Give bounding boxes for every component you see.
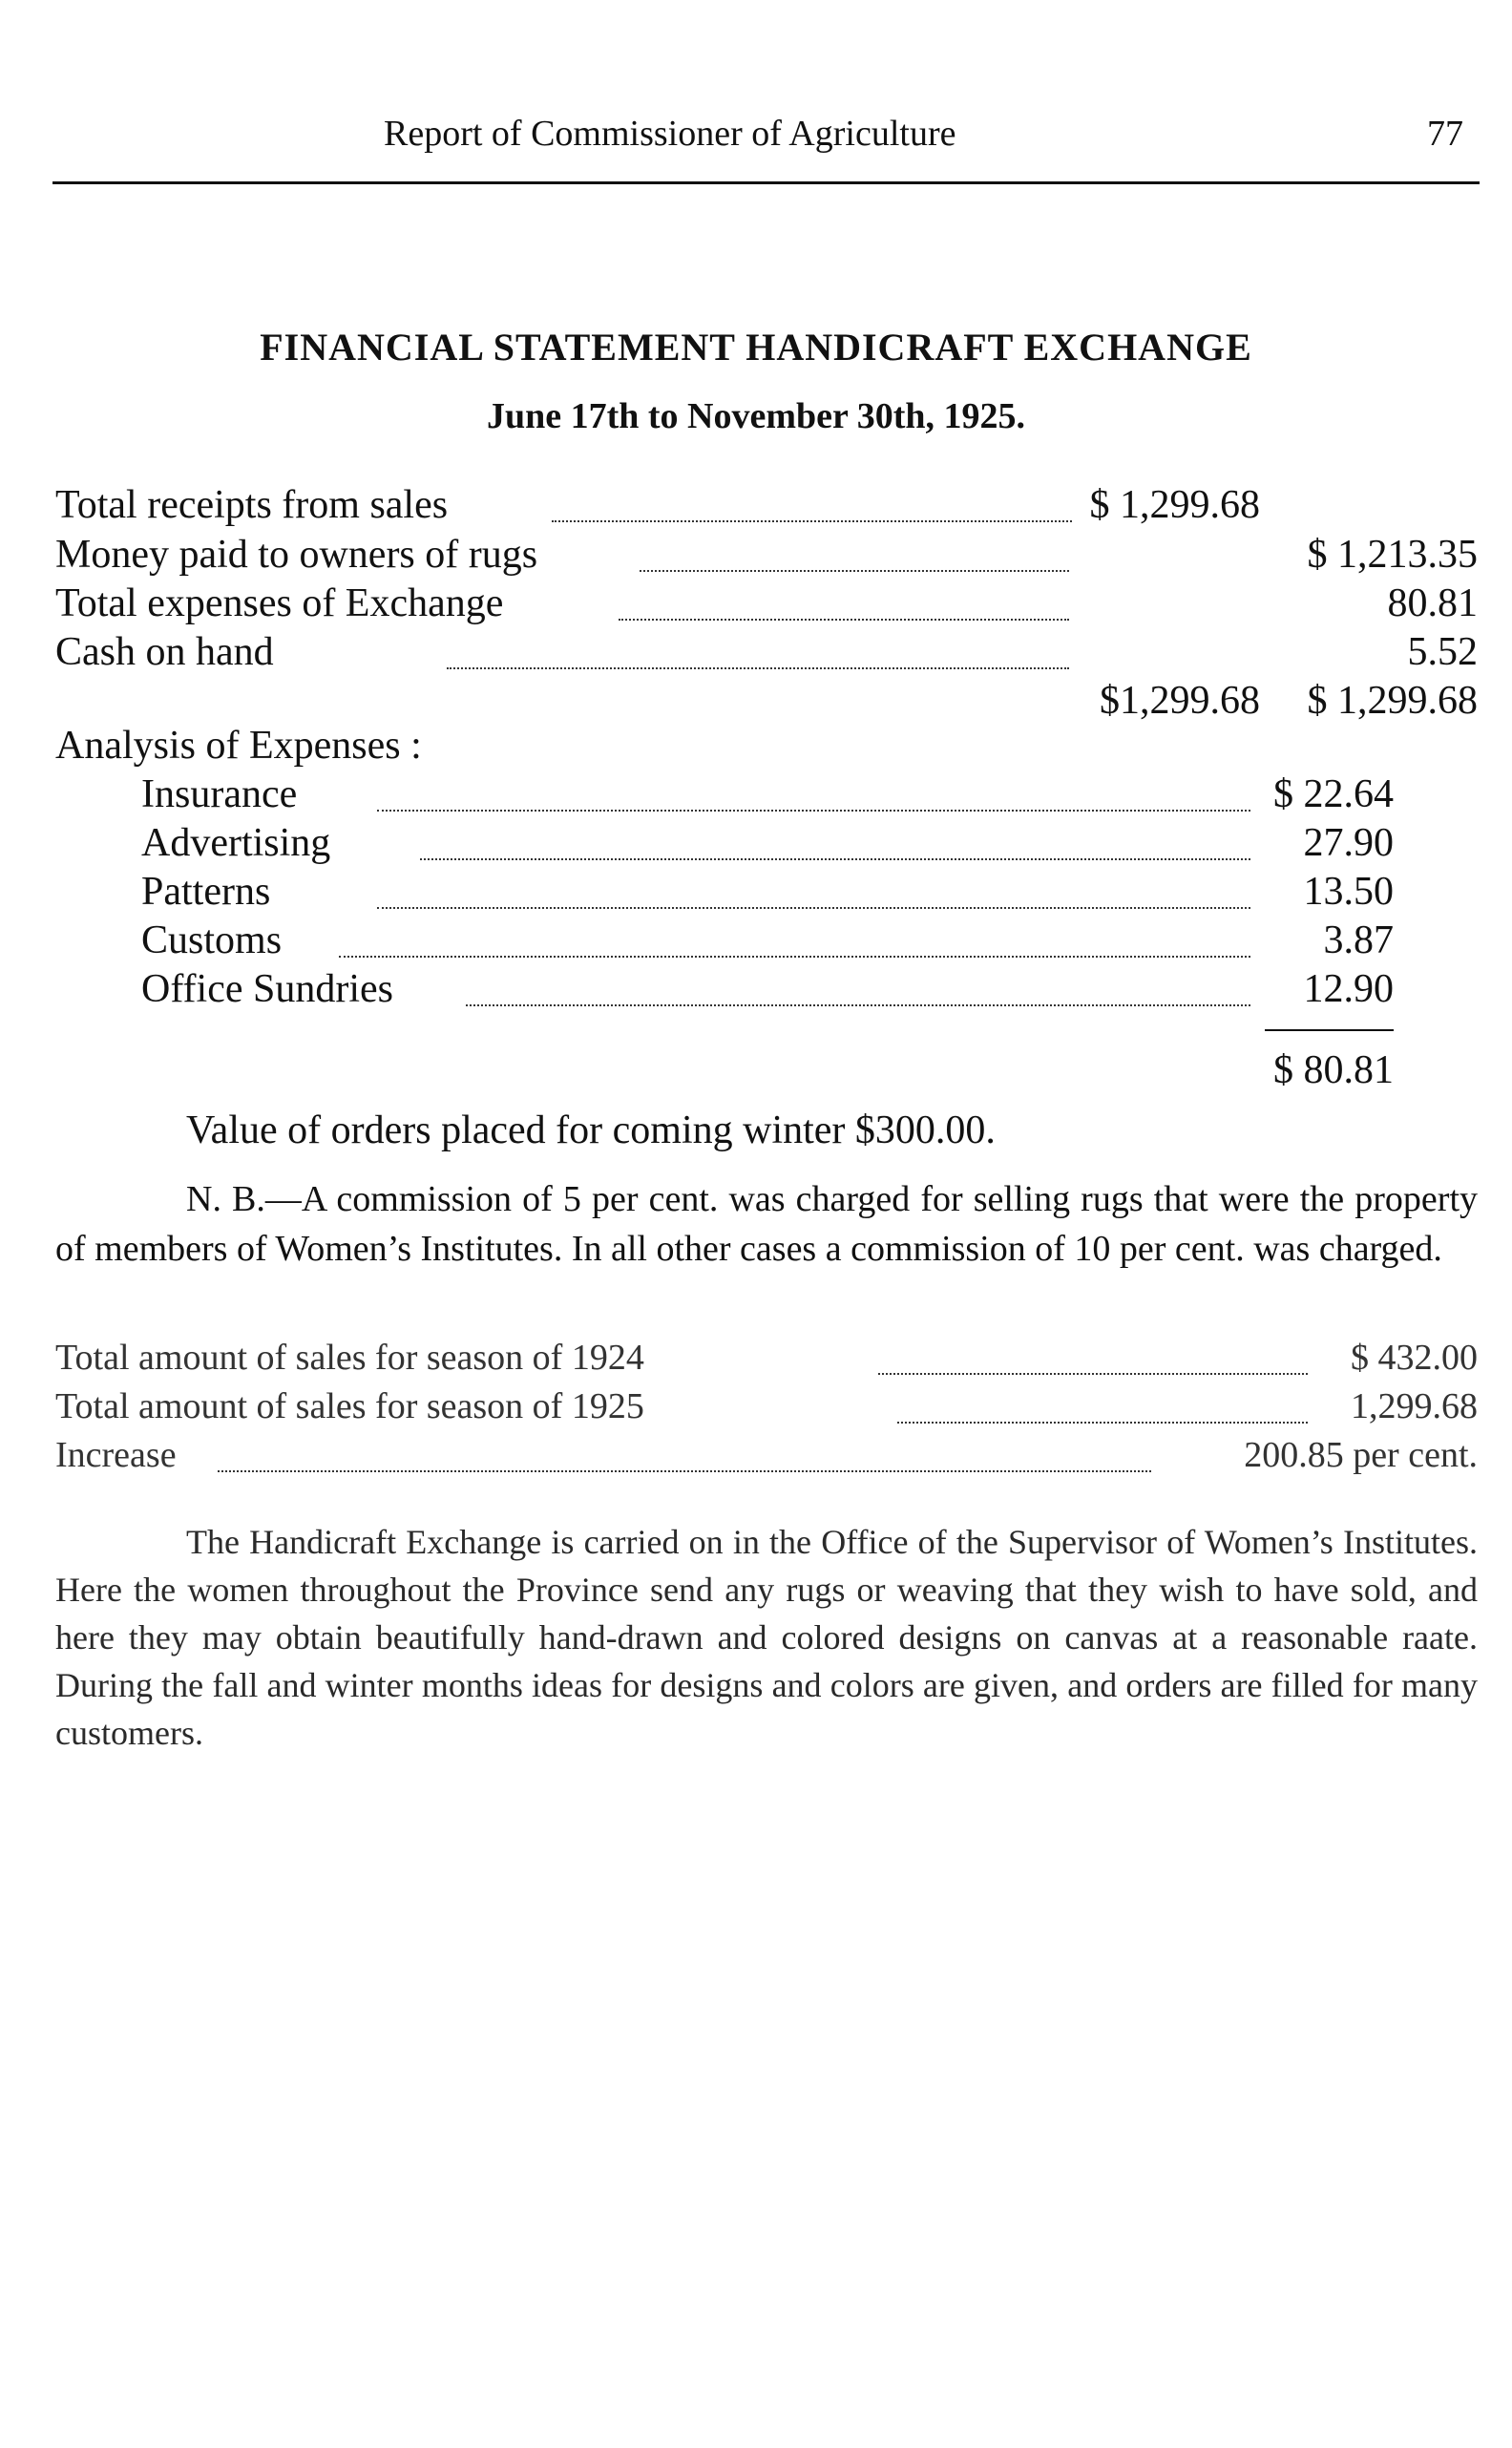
sales-value: 200.85 per cent. — [1244, 1435, 1478, 1475]
analysis-heading: Analysis of Expenses : — [55, 724, 422, 768]
page-number: 77 — [1427, 114, 1463, 154]
statement-left-value: $ 1,299.68 — [1089, 483, 1260, 527]
statement-right-value: 80.81 — [1387, 581, 1478, 625]
expense-value: 13.50 — [1303, 870, 1394, 914]
sales-value: 1,299.68 — [1351, 1386, 1478, 1426]
sum-rule — [1265, 1029, 1394, 1031]
expense-total: $ 80.81 — [1273, 1048, 1394, 1092]
statement-label: Cash on hand — [55, 630, 274, 674]
orders-note: Value of orders placed for coming winter $300.00. — [186, 1108, 996, 1152]
dot-leader — [552, 520, 1072, 522]
statement-label: Money paid to owners of rugs — [55, 533, 538, 577]
dot-leader — [447, 667, 1069, 669]
running-title: Report of Commissioner of Agriculture — [384, 114, 956, 154]
dot-leader — [377, 810, 1250, 812]
expense-label: Insurance — [141, 772, 298, 816]
closing-paragraph: The Handicraft Exchange is carried on in the Office of the Supervisor of Women’s Institutes. Here the women throughout the Province send any rugs or weaving that they wish to have sold, and here they may obtain beautifully hand-drawn and colored designs on canvas at a reasonable raate. During the fall and winter months ideas for designs and colors are given, and orders are filled for many customers. — [55, 1523, 1478, 1752]
statement-total-left: $1,299.68 — [1100, 679, 1260, 723]
page-title: FINANCIAL STATEMENT HANDICRAFT EXCHANGE — [260, 326, 1252, 369]
expense-label: Patterns — [141, 870, 271, 914]
statement-total-right: $ 1,299.68 — [1307, 679, 1478, 723]
nb-paragraph: N. B.—A commission of 5 per cent. was charged for selling rugs that were the property of members of Women’s Institutes. In all other cases a commission of 10 per cent. was charged. — [55, 1179, 1478, 1269]
sales-value: $ 432.00 — [1351, 1338, 1478, 1378]
statement-right-value: $ 1,213.35 — [1307, 533, 1478, 577]
expense-label: Advertising — [141, 821, 331, 865]
sales-label: Total amount of sales for season of 1925 — [55, 1386, 644, 1426]
dot-leader — [619, 619, 1069, 621]
sales-label: Total amount of sales for season of 1924 — [55, 1338, 644, 1378]
header-rule — [52, 181, 1480, 184]
sales-label: Increase — [55, 1435, 177, 1475]
statement-label: Total expenses of Exchange — [55, 581, 504, 625]
dot-leader — [466, 1004, 1250, 1006]
statement-label: Total receipts from sales — [55, 483, 449, 527]
dot-leader — [640, 570, 1069, 572]
expense-value: $ 22.64 — [1273, 772, 1394, 816]
expense-value: 27.90 — [1303, 821, 1394, 865]
expense-label: Office Sundries — [141, 967, 393, 1011]
page-subtitle: June 17th to November 30th, 1925. — [486, 396, 1025, 436]
dot-leader — [420, 858, 1250, 860]
statement-right-value: 5.52 — [1407, 630, 1478, 674]
expense-label: Customs — [141, 918, 283, 962]
expense-value: 3.87 — [1323, 918, 1394, 962]
dot-leader — [218, 1470, 1151, 1472]
dot-leader — [339, 956, 1250, 958]
expense-value: 12.90 — [1303, 967, 1394, 1011]
dot-leader — [377, 907, 1250, 909]
